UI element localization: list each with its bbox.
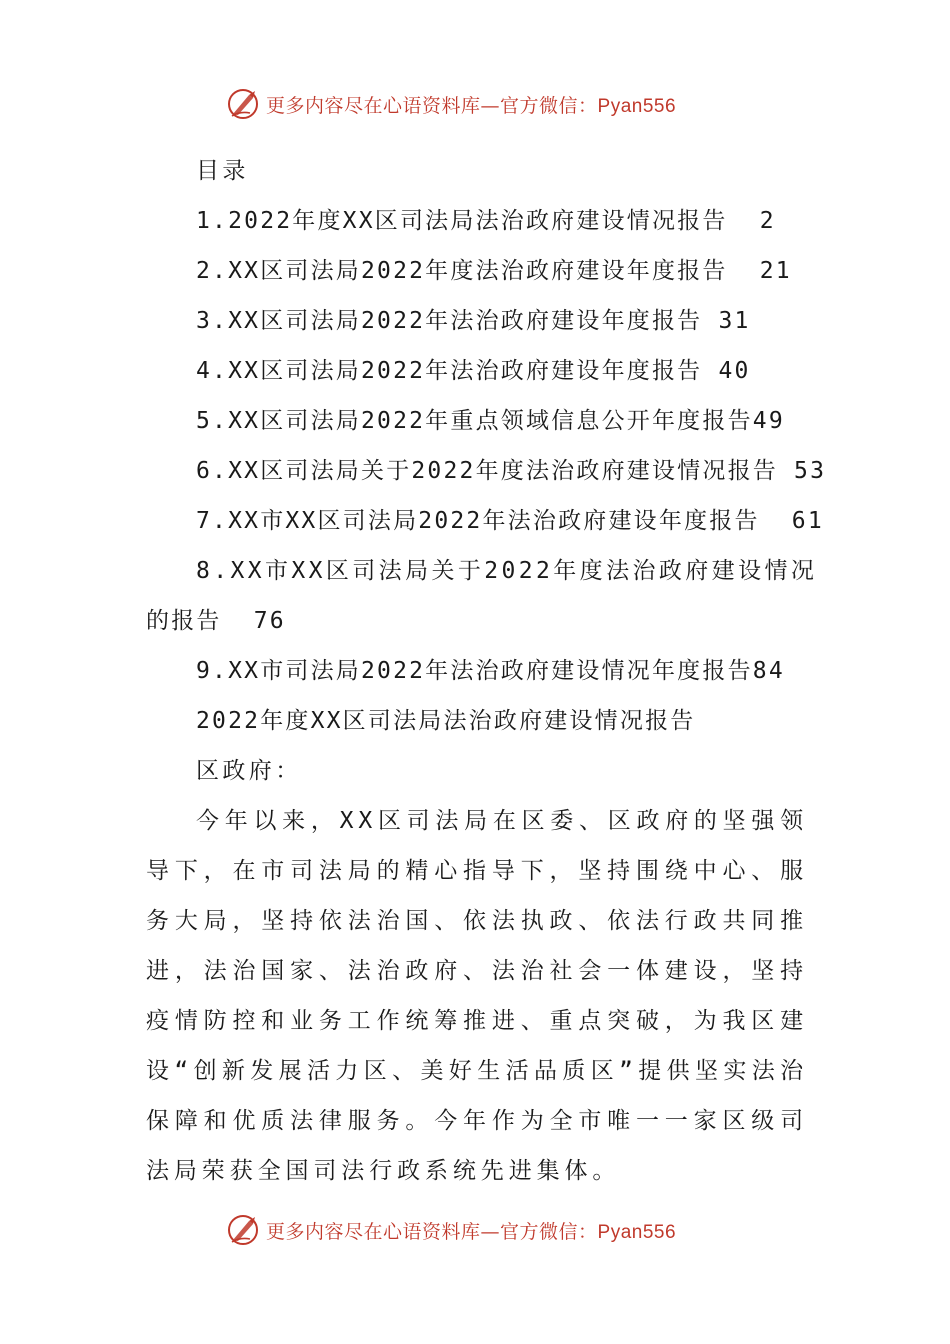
toc-item-label: 8.XX市XX区司法局关于2022年度法治政府建设情况	[196, 558, 818, 584]
footer-brand-id: Pyan556	[597, 1221, 677, 1243]
toc-item-page: 2	[759, 208, 776, 234]
toc-item-label: 7.XX市XX区司法局2022年法治政府建设年度报告	[196, 508, 760, 534]
header-brand	[226, 84, 746, 124]
toc-item-label: 1.2022年度XX区司法局法治政府建设情况报告	[196, 208, 728, 234]
quill-pen-logo-icon	[226, 1213, 260, 1247]
toc-item-label: 9.XX市司法局2022年法治政府建设情况年度报告	[196, 658, 753, 684]
toc-item-label: 的报告	[146, 608, 222, 634]
toc-item-page: 31	[718, 308, 751, 334]
toc-item	[146, 646, 816, 696]
header-brand-text: 更多内容尽在心语资料库—官方微信：Pyan556	[266, 94, 677, 117]
toc-item-page: 53	[794, 458, 827, 484]
toc-item-page: 61	[791, 508, 824, 534]
header-brand-id: Pyan556	[597, 95, 677, 117]
toc-item	[146, 396, 816, 446]
toc-item	[146, 346, 816, 396]
toc-item-label: 5.XX区司法局2022年重点领域信息公开年度报告	[196, 408, 753, 434]
footer-brand	[226, 1210, 746, 1250]
toc-item-label: 4.XX区司法局2022年法治政府建设年度报告	[196, 358, 703, 384]
toc-item-page: 40	[718, 358, 751, 384]
toc-item	[146, 246, 816, 296]
toc-item-page: 21	[759, 258, 792, 284]
toc-item-label: 2.XX区司法局2022年度法治政府建设年度报告	[196, 258, 728, 284]
toc-item	[146, 446, 827, 496]
toc-item-page: 84	[752, 658, 785, 684]
toc-item	[146, 496, 824, 546]
toc-item	[146, 296, 816, 346]
toc-item	[146, 196, 816, 246]
salutation: 区政府：	[196, 758, 302, 784]
toc-item-label: 3.XX区司法局2022年法治政府建设年度报告	[196, 308, 703, 334]
footer-brand-text: 更多内容尽在心语资料库—官方微信：Pyan556	[266, 1220, 677, 1243]
quill-pen-logo-icon	[226, 87, 260, 121]
toc-item-label: 6.XX区司法局关于2022年度法治政府建设情况报告	[196, 458, 778, 484]
toc-title: 目录	[196, 158, 249, 184]
document-content	[146, 146, 827, 1196]
toc-item-page: 76	[253, 608, 286, 634]
toc-item	[146, 546, 816, 596]
body-paragraph: 今年以来，XX区司法局在区委、区政府的坚强领导下，在市司法局的精心指导下，坚持围绕中心、服务大局，坚持依法治国、依法执政、依法行政共同推进，法治国家、法治政府、法治社会一体建设，坚持疫情防控和业务工作统筹推进、重点突破，为我区建设“创新发展活力区、美好生活品质区”提供坚实法治保障和优质法律服务。今年作为全市唯一一家区级司法局荣获全国司法行政系统先进集体。	[146, 808, 808, 1184]
toc-item-page: 49	[752, 408, 785, 434]
report-title: 2022年度XX区司法局法治政府建设情况报告	[196, 708, 696, 734]
toc-item-continuation	[146, 596, 816, 646]
